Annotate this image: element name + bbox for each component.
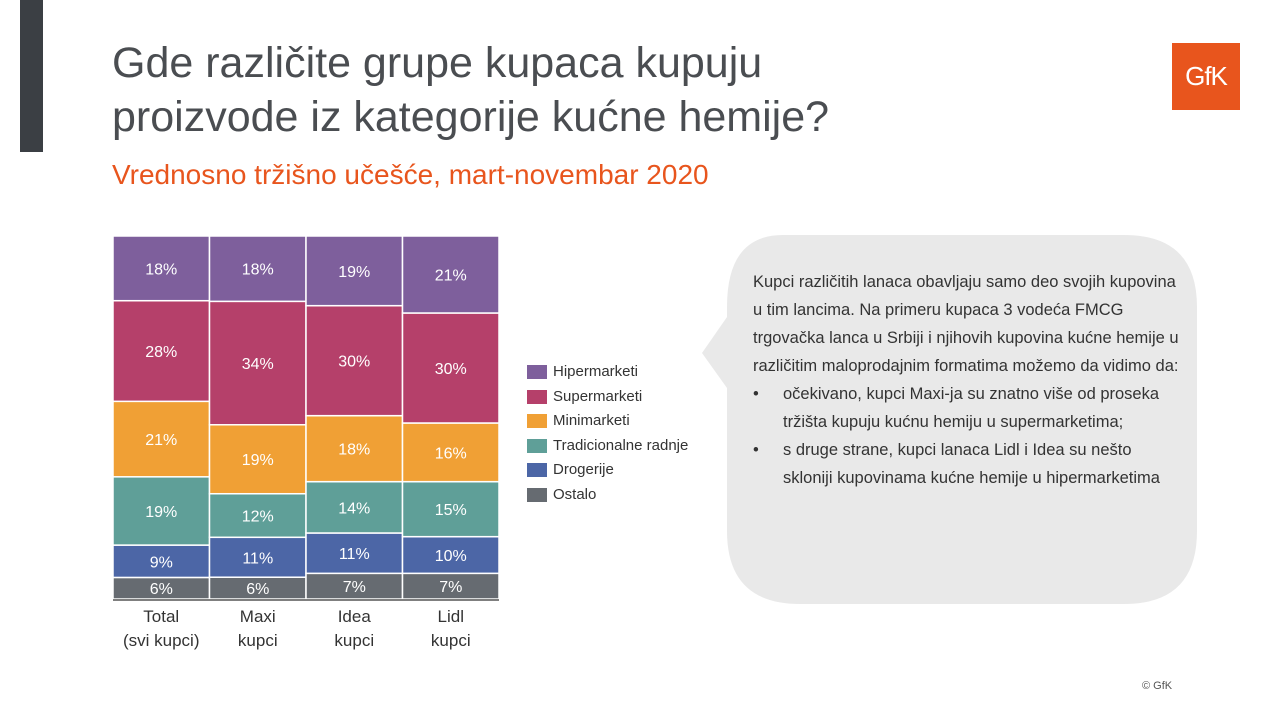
chart-legend	[527, 360, 688, 507]
callout-bullet	[753, 436, 1183, 492]
data-label: 9%	[149, 554, 173, 572]
category-label: Total	[143, 607, 180, 626]
legend-swatch	[527, 463, 547, 477]
data-label: 18%	[241, 261, 274, 279]
legend-label: Hipermarketi	[553, 363, 639, 380]
data-label: 16%	[434, 445, 467, 463]
data-label: 12%	[241, 508, 274, 526]
stacked-bar-chart	[100, 225, 510, 665]
bullet-marker: •	[753, 385, 759, 403]
callout-bullet	[753, 380, 1183, 436]
bullet-marker: •	[753, 441, 759, 459]
bullet-text: s druge strane, kupci lanaca Lidl i Idea su nešto skloniji kupovinama kućne hemije u hipermarketima	[783, 441, 1160, 487]
legend-item-hipermarketi	[527, 360, 688, 385]
legend-item-tradicionalne-radnje	[527, 434, 688, 459]
page-subtitle: Vrednosno tržišno učešće, mart-novembar 2020	[112, 159, 709, 190]
data-label: 7%	[439, 579, 463, 597]
category-label: Idea	[337, 607, 371, 626]
legend-label: Tradicionalne radnje	[553, 436, 689, 454]
page-title	[112, 36, 1012, 144]
callout-intro: Kupci različitih lanaca obavljaju samo deo svojih kupovina u tim lancima. Na primeru kupaca 3 vodeća FMCG trgovačka lanca u Srbiji i njihovih kupovina kućne hemije u različitim maloprodajnim formatima možemo da vidimo da:	[753, 273, 1179, 375]
data-label: 6%	[149, 581, 173, 599]
category-label: Maxi	[239, 607, 276, 626]
legend-swatch	[527, 439, 547, 453]
callout-text	[753, 268, 1183, 492]
category-label: kupci	[334, 631, 375, 650]
legend-label: Ostalo	[553, 485, 597, 503]
data-label: 19%	[145, 503, 178, 521]
title-line-1: Gde različite grupe kupaca kupuju	[112, 39, 763, 87]
legend-swatch	[527, 390, 547, 404]
legend-swatch	[527, 365, 547, 379]
legend-item-minimarketi	[527, 409, 688, 434]
data-label: 30%	[338, 353, 371, 371]
legend-label: Drogerije	[553, 461, 614, 478]
data-label: 21%	[434, 267, 467, 285]
legend-label: Minimarketi	[553, 412, 630, 429]
bullet-text: očekivano, kupci Maxi-ja su znatno više od proseka tržišta kupuju kućnu hemiju u supermarketima;	[783, 385, 1160, 431]
data-label: 6%	[246, 581, 270, 599]
data-label: 11%	[338, 546, 370, 564]
data-label: 15%	[434, 502, 467, 520]
legend-label: Supermarketi	[553, 387, 643, 405]
category-label: (svi kupci)	[122, 631, 200, 650]
data-label: 19%	[241, 452, 274, 470]
legend-swatch	[527, 414, 547, 428]
data-label: 28%	[145, 344, 178, 362]
data-label: 19%	[338, 263, 371, 281]
accent-bar	[20, 0, 43, 152]
legend-item-ostalo	[527, 483, 688, 508]
title-line-2: proizvode iz kategorije kućne hemije?	[112, 93, 830, 141]
copyright: © GfK	[1142, 680, 1173, 692]
data-label: 11%	[242, 550, 274, 568]
data-label: 14%	[338, 500, 371, 518]
category-label: kupci	[430, 631, 471, 650]
data-label: 18%	[338, 441, 371, 459]
data-label: 10%	[434, 548, 467, 565]
legend-item-drogerije	[527, 458, 688, 483]
data-label: 18%	[145, 261, 178, 279]
gfk-logo: GfK	[1172, 43, 1240, 110]
category-label: Lidl	[437, 607, 464, 626]
data-label: 30%	[434, 361, 467, 378]
data-label: 34%	[241, 356, 274, 374]
legend-swatch	[527, 488, 547, 502]
data-label: 7%	[342, 579, 366, 597]
legend-item-supermarketi	[527, 385, 688, 410]
data-label: 21%	[145, 432, 178, 450]
category-label: kupci	[237, 631, 278, 650]
